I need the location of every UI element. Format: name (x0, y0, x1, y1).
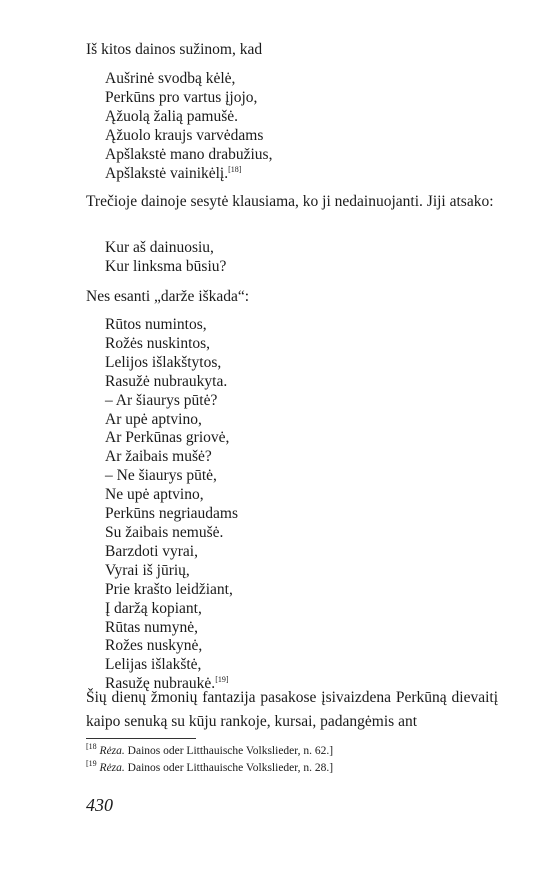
verse-line: Lelijas išlakštė, (105, 656, 202, 674)
footnote-ref: [19] (215, 675, 229, 685)
verse-block-1 (105, 70, 272, 183)
footnote-ref: [18] (228, 164, 242, 174)
verse-line: Ar Perkūnas griovė, (105, 429, 230, 447)
footnote-mark: [19 (86, 759, 97, 769)
verse-line: Ąžuolą žalią pamušė. (105, 107, 238, 125)
intro-line: Iš kitos dainos sužinom, kad (86, 41, 263, 58)
verse-line: Ar upė aptvino, (105, 410, 202, 428)
footnote-mark: [18 (86, 742, 97, 752)
footnote-text: Dainos oder Litthauische Volkslieder, n. 62.] (124, 745, 334, 757)
footnote-author: Rėza. (99, 745, 125, 757)
verse-block-3 (105, 316, 238, 694)
page-number: 430 (86, 795, 113, 815)
verse-line: Perkūns pro vartus įjojo, (105, 88, 258, 106)
verse-line: Kur aš dainuosiu, (105, 239, 214, 256)
paragraph-2: Nes esanti „darže iškada“: (86, 288, 250, 305)
verse-line: Barzdoti vyrai, (105, 542, 198, 560)
paragraph-1: Trečioje dainoje sesytė klausiama, ko ji nedainuojanti. Jiji atsako: (86, 193, 494, 210)
verse-line: Aušrinė svodbą kėlė, (105, 70, 236, 87)
verse-line: Rūtos numintos, (105, 316, 207, 333)
verse-line: – Ne šiaurys pūtė, (105, 467, 217, 485)
verse-block-2 (105, 239, 226, 277)
verse-line: Prie krašto leidžiant, (105, 580, 233, 598)
verse-line: Lelijos išlakštytos, (105, 353, 222, 371)
verse-line: Rūtas numynė, (105, 618, 198, 636)
verse-line: – Ar šiaurys pūtė? (105, 391, 218, 409)
paragraph-3: Šių dienų žmonių fantazija pasakose įsivaizdena Perkūną dievaitį kaipo senuką su kūju rankoje, kursai, padangėmis ant (86, 689, 498, 730)
verse-line: Ar žaibais mušė? (105, 448, 212, 466)
footnote-18 (86, 744, 333, 759)
verse-line: Perkūns negriaudams (105, 505, 239, 523)
verse-line: Kur linksma būsiu? (105, 257, 227, 275)
verse-line: Į daržą kopiant, (105, 599, 202, 617)
verse-line: Apšlakstė mano drabužius, (105, 145, 273, 163)
verse-line: Ne upė aptvino, (105, 486, 204, 504)
verse-line: Vyrai iš jūrių, (105, 561, 190, 579)
footnote-text: Dainos oder Litthauische Volkslieder, n. 28.] (124, 762, 334, 774)
footnote-separator (86, 738, 196, 739)
verse-line: Apšlakstė vainikėlį.[18] (105, 164, 242, 182)
footnote-19 (86, 761, 333, 776)
verse-line: Ąžuolo kraujs varvėdams (105, 126, 264, 144)
verse-line: Su žaibais nemušė. (105, 523, 224, 541)
verse-line: Rožės nuskintos, (105, 334, 211, 352)
footnote-author: Rėza. (99, 762, 125, 774)
verse-line: Rožes nuskynė, (105, 637, 203, 655)
verse-line: Rasužė nubraukyta. (105, 372, 228, 390)
verse-line: Rasužę nubraukė.[19] (105, 675, 229, 693)
